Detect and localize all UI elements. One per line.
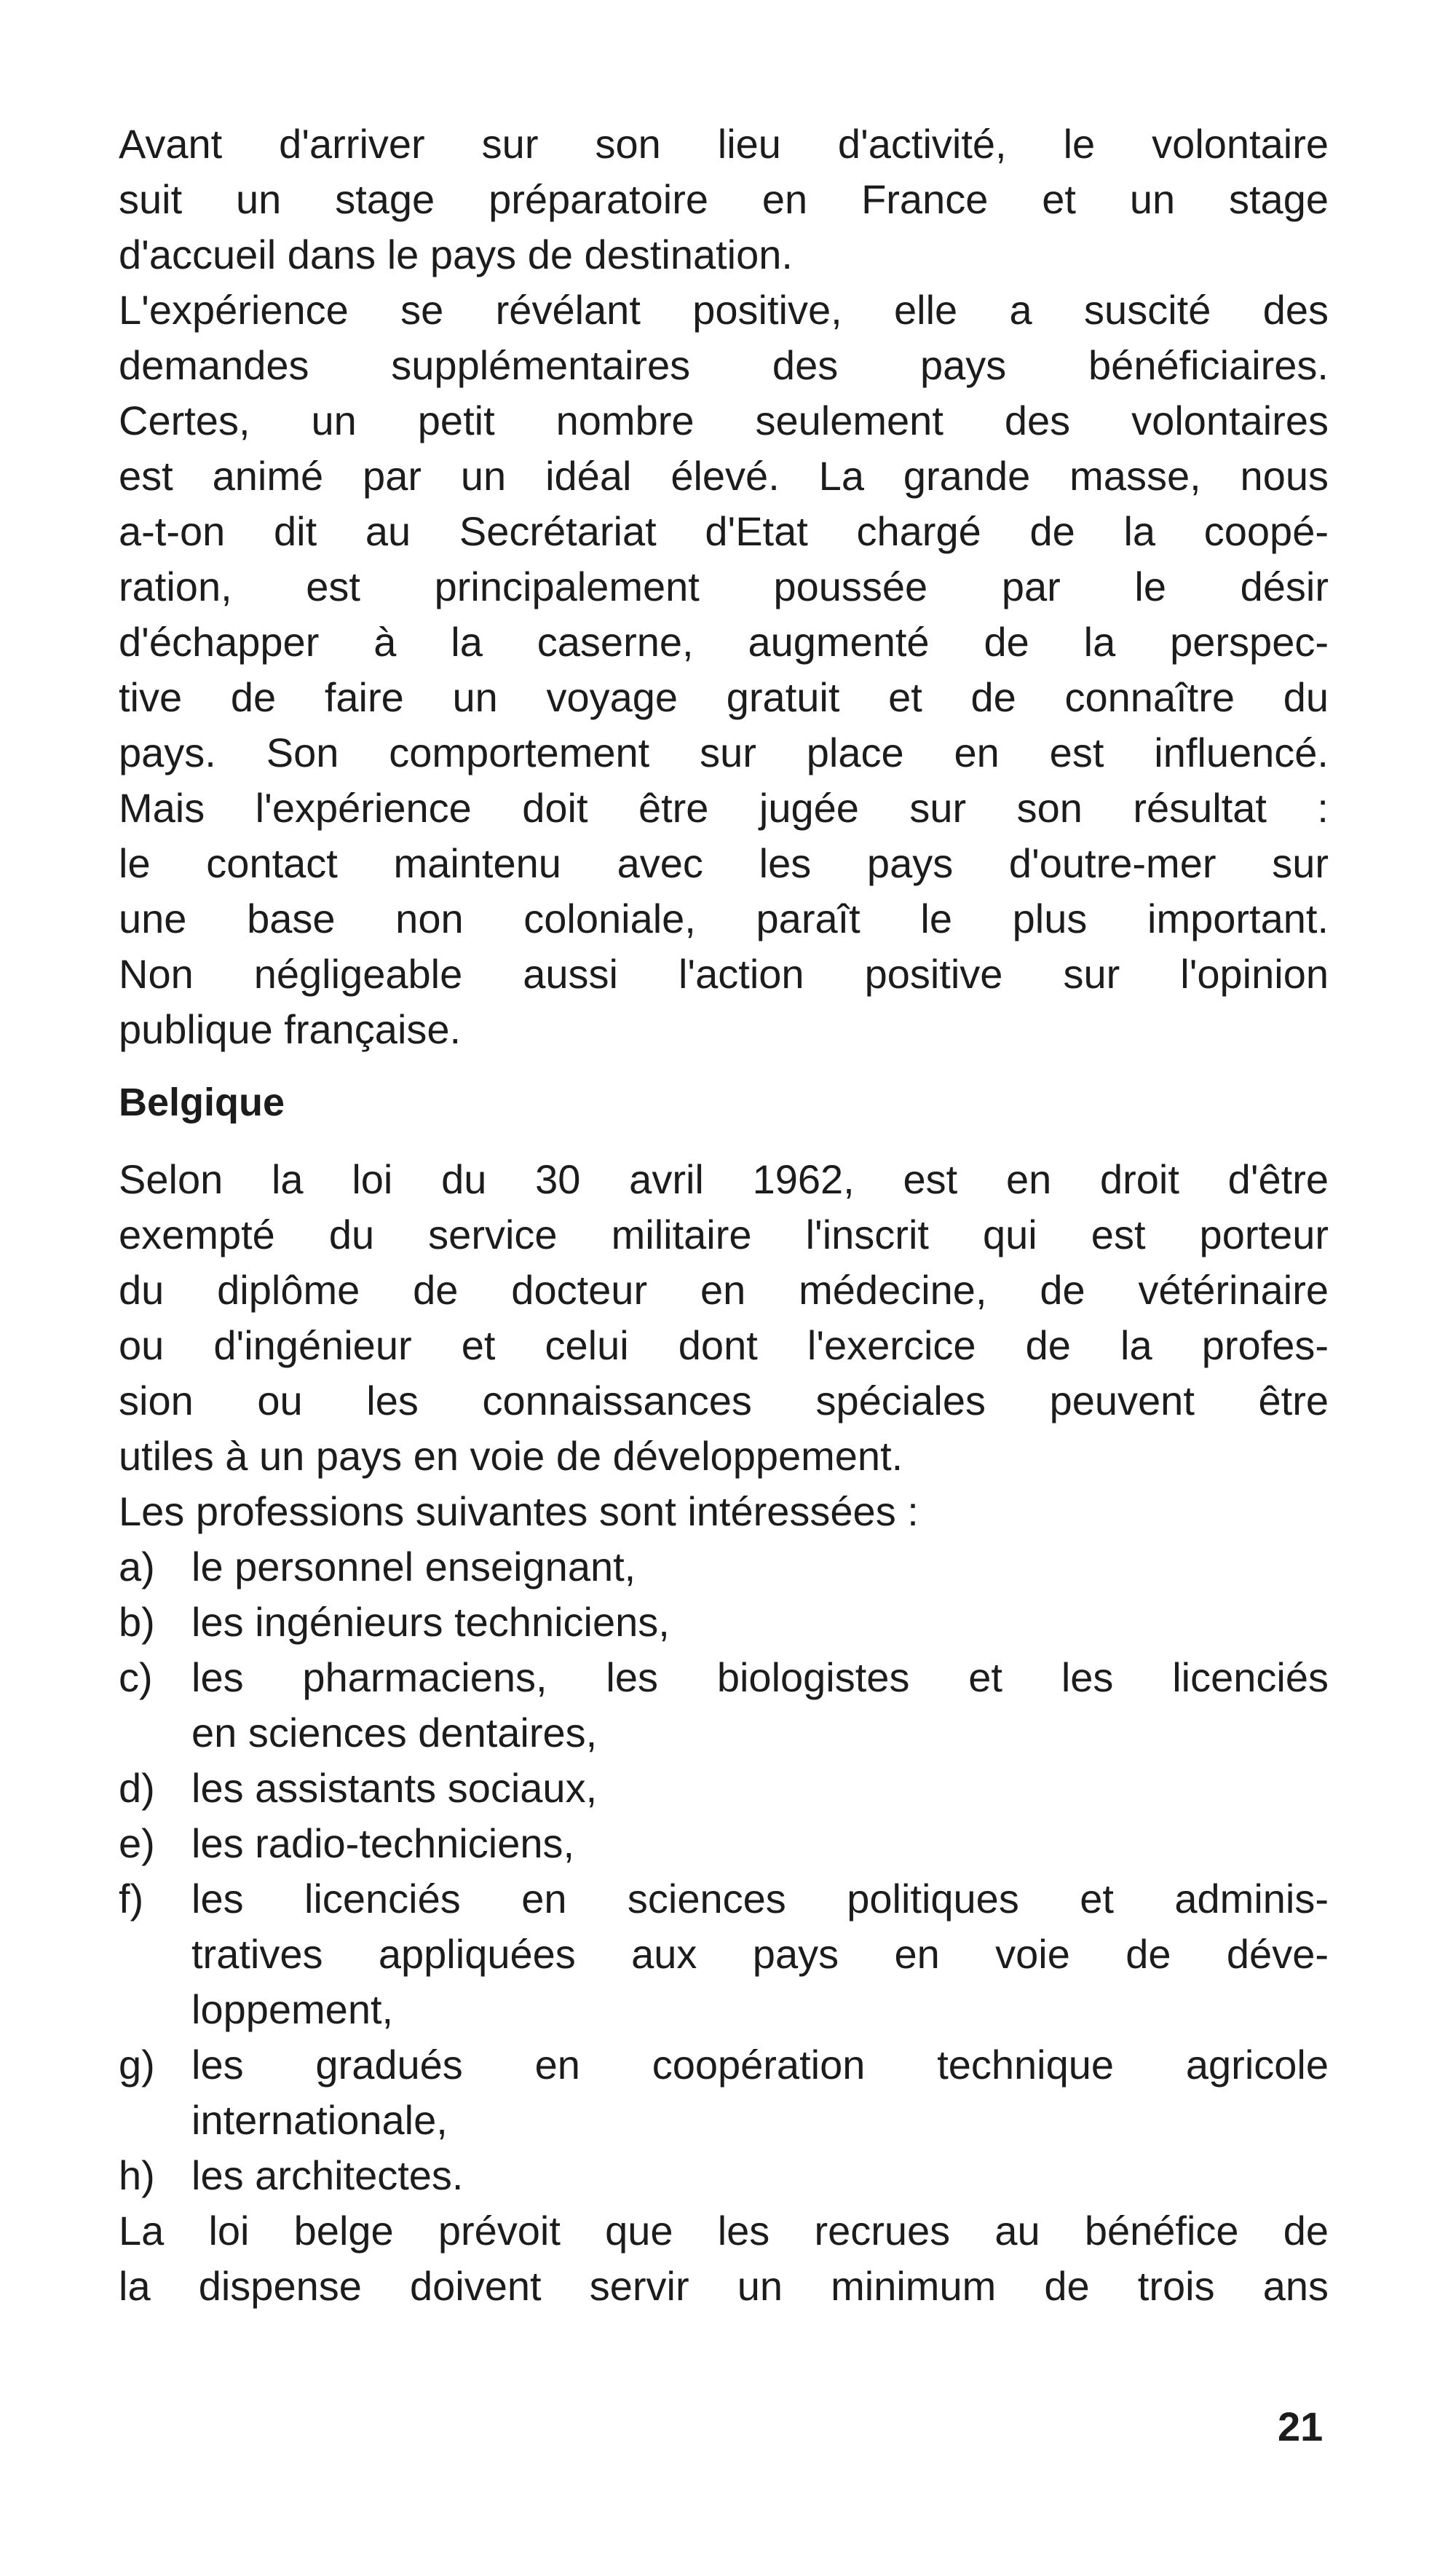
text-line: la dispense doivent servir un minimum de trois ans bbox=[119, 2263, 1329, 2309]
list-item-text: en sciences dentaires, bbox=[191, 1710, 598, 1756]
list-marker: a) bbox=[119, 1544, 155, 1589]
text-line: demandes supplémentaires des pays bénéficiaires. bbox=[119, 342, 1329, 388]
list-item bbox=[119, 1761, 1329, 1816]
section-heading: Belgique bbox=[119, 1081, 285, 1124]
list-item bbox=[119, 2148, 1329, 2203]
list-item-text: les assistants sociaux, bbox=[191, 1765, 598, 1811]
page-content bbox=[119, 116, 1329, 2314]
list-item-text: le personnel enseignant, bbox=[191, 1544, 636, 1589]
list-marker: g) bbox=[119, 2042, 155, 2088]
list-item-text: internationale, bbox=[191, 2097, 448, 2143]
text-line: du diplôme de docteur en médecine, de vétérinaire bbox=[119, 1267, 1329, 1313]
list-item-text: les licenciés en sciences politiques et adminis- bbox=[191, 1876, 1329, 1922]
list-marker: e) bbox=[119, 1820, 155, 1866]
professions-list bbox=[119, 1539, 1329, 2203]
list-marker: h) bbox=[119, 2152, 155, 2198]
list-item bbox=[119, 1871, 1329, 2037]
list-marker: c) bbox=[119, 1654, 153, 1700]
list-item-text: loppement, bbox=[191, 1986, 394, 2032]
list-item-text: les pharmaciens, les biologistes et les licenciés bbox=[191, 1654, 1329, 1700]
text-line: une base non coloniale, paraît le plus important. bbox=[119, 896, 1329, 941]
text-line: suit un stage préparatoire en France et un stage bbox=[119, 176, 1329, 222]
list-item-text: les radio-techniciens, bbox=[191, 1820, 575, 1866]
list-item-text: les gradués en coopération technique agricole bbox=[191, 2042, 1329, 2088]
list-item-text: les ingénieurs techniciens, bbox=[191, 1599, 670, 1645]
list-item-text: les architectes. bbox=[191, 2152, 464, 2198]
list-item bbox=[119, 1595, 1329, 1650]
text-line: Avant d'arriver sur son lieu d'activité, le volontaire bbox=[119, 121, 1329, 167]
list-intro: Les professions suivantes sont intéressées : bbox=[119, 1488, 919, 1534]
list-item bbox=[119, 1650, 1329, 1761]
list-item-text: tratives appliquées aux pays en voie de déve- bbox=[191, 1931, 1329, 1977]
text-line: L'expérience se révélant positive, elle a suscité des bbox=[119, 287, 1329, 333]
paragraph-experience-positive bbox=[119, 283, 1329, 1057]
text-line: La loi belge prévoit que les recrues au bénéfice de bbox=[119, 2208, 1329, 2254]
list-marker: d) bbox=[119, 1765, 155, 1811]
list-item bbox=[119, 1539, 1329, 1595]
text-line: exempté du service militaire l'inscrit qui est porteur bbox=[119, 1212, 1329, 1257]
text-line: ou d'ingénieur et celui dont l'exercice de la profes- bbox=[119, 1322, 1329, 1368]
text-line: utiles à un pays en voie de développement. bbox=[119, 1433, 903, 1479]
text-line: d'échapper à la caserne, augmenté de la perspec- bbox=[119, 619, 1329, 665]
text-line: a-t-on dit au Secrétariat d'Etat chargé de la coopé- bbox=[119, 508, 1329, 554]
list-item bbox=[119, 2037, 1329, 2148]
text-line: Selon la loi du 30 avril 1962, est en droit d'être bbox=[119, 1156, 1329, 1202]
text-line: le contact maintenu avec les pays d'outre-mer sur bbox=[119, 840, 1329, 886]
text-line: Mais l'expérience doit être jugée sur son résultat : bbox=[119, 785, 1329, 831]
text-line: sion ou les connaissances spéciales peuvent être bbox=[119, 1378, 1329, 1423]
paragraph-loi-1962 bbox=[119, 1152, 1329, 1484]
list-item bbox=[119, 1816, 1329, 1871]
text-line: tive de faire un voyage gratuit et de connaître du bbox=[119, 674, 1329, 720]
paragraph-loi-belge bbox=[119, 2203, 1329, 2314]
paragraph-stage-preparatoire bbox=[119, 116, 1329, 283]
list-marker: f) bbox=[119, 1876, 144, 1922]
text-line: Certes, un petit nombre seulement des volontaires bbox=[119, 398, 1329, 443]
text-line: ration, est principalement poussée par le désir bbox=[119, 564, 1329, 609]
text-line: Non négligeable aussi l'action positive sur l'opinion bbox=[119, 951, 1329, 997]
text-line: est animé par un idéal élevé. La grande masse, nous bbox=[119, 453, 1329, 499]
text-line: publique française. bbox=[119, 1006, 462, 1052]
page-number: 21 bbox=[1278, 2404, 1324, 2449]
text-line: d'accueil dans le pays de destination. bbox=[119, 232, 793, 277]
list-marker: b) bbox=[119, 1599, 155, 1645]
text-line: pays. Son comportement sur place en est influencé. bbox=[119, 730, 1329, 775]
